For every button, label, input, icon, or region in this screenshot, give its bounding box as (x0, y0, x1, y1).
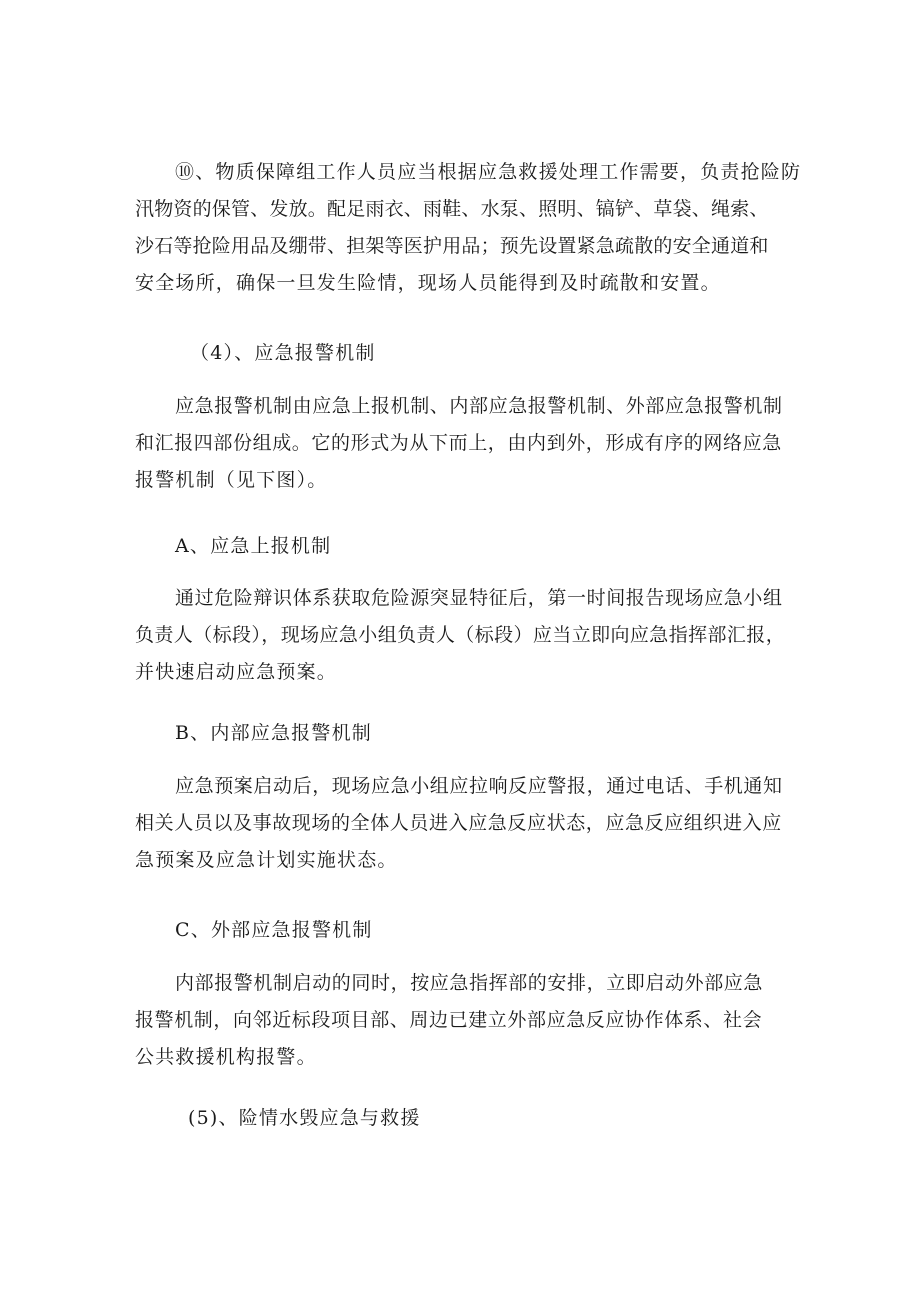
paraA-line2: 负责人（标段），现场应急小组负责人（标段）应当立即向应急指挥部汇报， (135, 624, 786, 646)
paraC-line1: 内部报警机制启动的同时，按应急指挥部的安排，立即启动外部应急 (175, 972, 764, 994)
para2-line1: 应急报警机制由应急上报机制、内部应急报警机制、外部应急报警机制 (175, 395, 783, 417)
paraC-line2: 报警机制，向邻近标段项目部、周边已建立外部应急反应协作体系、社会 (135, 1009, 763, 1031)
paragraph-internal-alarm-cont (135, 805, 782, 879)
paraC-line3: 公共救援机构报警。 (135, 1046, 317, 1068)
paraB-line3: 急预案及应急计划实施状态。 (135, 849, 398, 871)
section-heading-4: （4）、应急报警机制 (190, 342, 376, 364)
paragraph-internal-alarm (175, 768, 783, 805)
para1-line3: 沙石等抢险用品及绷带、担架等医护用品；预先设置紧急疏散的安全通道和 (135, 235, 769, 257)
para1-line4: 安全场所，确保一旦发生险情，现场人员能得到及时疏散和安置。 (135, 272, 721, 294)
section-heading-b: B、内部应急报警机制 (175, 722, 372, 744)
section-heading-a: A、应急上报机制 (175, 535, 332, 557)
para1-line2: 汛物资的保管、发放。配足雨衣、雨鞋、水泵、照明、镐铲、草袋、绳索、 (135, 198, 769, 220)
section-heading-c: C、外部应急报警机制 (175, 919, 373, 941)
paragraph-alarm-mechanism-cont (135, 425, 782, 499)
paragraph-material-support-cont (135, 191, 815, 302)
section-heading-5: (5)、险情水毁应急与救援 (188, 1107, 421, 1129)
paragraph-alarm-mechanism (175, 388, 783, 425)
para2-line3: 报警机制（见下图）。 (135, 469, 328, 491)
paragraph-external-alarm (175, 965, 763, 1002)
paragraph-report-mechanism-cont (135, 617, 785, 691)
paraB-line2: 相关人员以及事故现场的全体人员进入应急反应状态，应急反应组织进入应 (135, 812, 782, 834)
paragraph-report-mechanism (175, 580, 783, 617)
paraA-line3: 并快速启动应急预案。 (135, 661, 338, 683)
paraB-line1: 应急预案启动后，现场应急小组应拉响反应警报，通过电话、手机通知 (175, 775, 783, 797)
paraA-line1: 通过危险辩识体系获取危险源突显特征后，第一时间报告现场应急小组 (175, 587, 783, 609)
para2-line2: 和汇报四部份组成。它的形式为从下而上，由内到外，形成有序的网络应急 (135, 432, 782, 454)
paragraph-material-support (175, 154, 815, 191)
para1-line1: ⑩、物质保障组工作人员应当根据应急救援处理工作需要，负责抢险防 (175, 161, 802, 183)
paragraph-external-alarm-cont (135, 1002, 762, 1076)
